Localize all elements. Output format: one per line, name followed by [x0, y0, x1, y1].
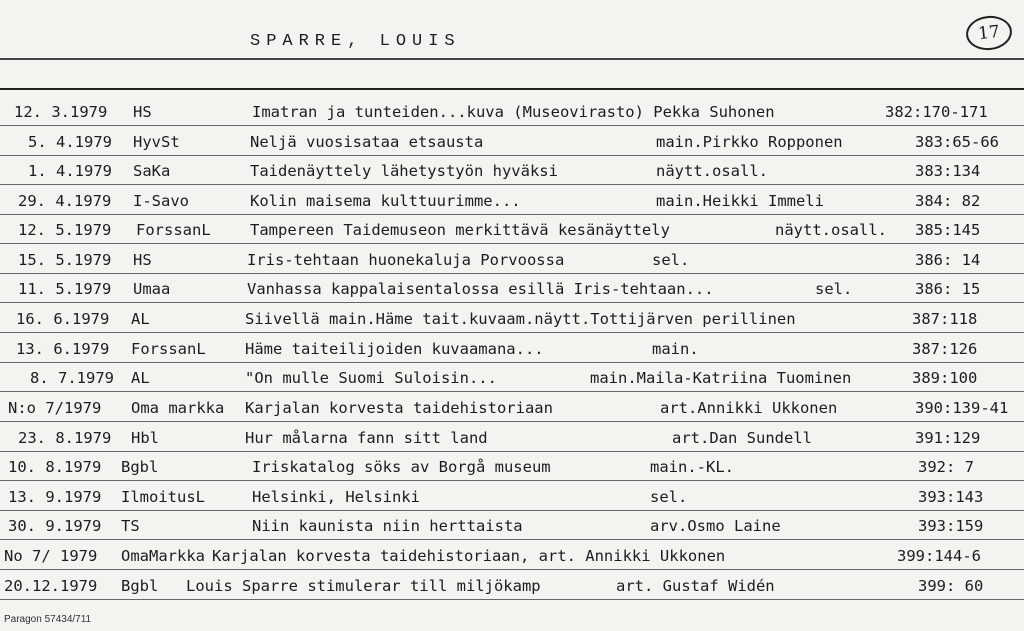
entry-title: Siivellä main.Häme tait.kuvaam.näytt.Tottijärven perillinen	[245, 309, 796, 328]
entry-source: Bgbl	[121, 457, 159, 476]
entry-date: 13. 6.1979	[16, 339, 110, 358]
entry-reference: 391:129	[915, 428, 981, 447]
entry-source: AL	[131, 368, 150, 387]
entry-row	[0, 510, 1024, 540]
entry-reference: 383:134	[915, 161, 981, 180]
entry-source: TS	[121, 516, 140, 535]
entry-note: sel.	[652, 250, 690, 269]
entry-row	[0, 214, 1024, 244]
entry-date: 13. 9.1979	[8, 487, 102, 506]
entry-row	[0, 244, 1024, 274]
entry-note: näytt.osall.	[656, 161, 768, 180]
entry-reference: 385:145	[915, 220, 981, 239]
entry-reference: 384: 82	[915, 191, 981, 210]
entry-date: N:o 7/1979	[8, 398, 102, 417]
entry-note: art.Dan Sundell	[672, 428, 812, 447]
entry-title: Louis Sparre stimulerar till miljökamp	[186, 576, 541, 595]
entry-note: main.-KL.	[650, 457, 734, 476]
entry-title: Häme taiteilijoiden kuvaamana...	[245, 339, 544, 358]
entry-row	[0, 155, 1024, 185]
entry-date: 12. 3.1979	[14, 102, 108, 121]
entry-source: I-Savo	[133, 191, 189, 210]
entry-source: Umaa	[133, 279, 171, 298]
entry-date: 16. 6.1979	[16, 309, 110, 328]
entry-title: Tampereen Taidemuseon merkittävä kesänäyttely	[250, 220, 670, 239]
entry-reference: 390:139-41	[915, 398, 1009, 417]
entry-source: Bgbl	[121, 576, 159, 595]
entry-row	[0, 570, 1024, 600]
entry-row	[0, 392, 1024, 422]
entry-source: IlmoitusL	[121, 487, 205, 506]
entry-source: OmaMarkka	[121, 546, 205, 565]
entry-date: 29. 4.1979	[18, 191, 112, 210]
entry-reference: 387:126	[912, 339, 978, 358]
entry-title: Helsinki, Helsinki	[252, 487, 420, 506]
entry-reference: 392: 7	[918, 457, 974, 476]
entry-title: Karjalan korvesta taidehistoriaan	[245, 398, 553, 417]
entry-note: art. Gustaf Widén	[616, 576, 775, 595]
entry-reference: 387:118	[912, 309, 978, 328]
entry-title: Neljä vuosisataa etsausta	[250, 132, 484, 151]
entry-row	[0, 185, 1024, 215]
entry-date: 8. 7.1979	[30, 368, 114, 387]
card-title: SPARRE, LOUIS	[250, 32, 461, 51]
entry-note: sel.	[650, 487, 688, 506]
entry-date: 15. 5.1979	[18, 250, 112, 269]
entry-source: HS	[133, 250, 152, 269]
entry-date: 30. 9.1979	[8, 516, 102, 535]
entry-date: 11. 5.1979	[18, 279, 112, 298]
entry-title: Hur målarna fann sitt land	[245, 428, 488, 447]
entry-date: No 7/ 1979	[4, 546, 98, 565]
entry-row	[0, 273, 1024, 303]
entry-date: 10. 8.1979	[8, 457, 102, 476]
header-rule	[0, 58, 1024, 60]
entry-row	[0, 451, 1024, 481]
entry-title: Iris-tehtaan huonekaluja Porvoossa	[247, 250, 565, 269]
page-number-circle	[964, 14, 1013, 53]
entry-note: sel.	[815, 279, 853, 298]
entry-note: main.	[652, 339, 699, 358]
entry-row	[0, 422, 1024, 452]
entry-date: 5. 4.1979	[28, 132, 112, 151]
entry-date: 23. 8.1979	[18, 428, 112, 447]
entry-source: HS	[133, 102, 152, 121]
entry-source: HyvSt	[133, 132, 180, 151]
entry-title: Kolin maisema kulttuurimme...	[250, 191, 521, 210]
entry-source: SaKa	[133, 161, 171, 180]
entry-title: Karjalan korvesta taidehistoriaan, art. Annikki Ukkonen	[212, 546, 726, 565]
entry-date: 12. 5.1979	[18, 220, 112, 239]
entry-source: Oma markka	[131, 398, 225, 417]
entry-reference: 399: 60	[918, 576, 984, 595]
entry-row	[0, 333, 1024, 363]
entry-note: main.Pirkko Ropponen	[656, 132, 843, 151]
entry-row	[0, 540, 1024, 570]
card-footer: Paragon 57434/711	[4, 614, 92, 625]
entry-reference: 393:143	[918, 487, 984, 506]
entry-date: 1. 4.1979	[28, 161, 112, 180]
entry-title: Niin kaunista niin herttaista	[252, 516, 523, 535]
entry-reference: 386: 15	[915, 279, 981, 298]
entry-note: art.Annikki Ukkonen	[660, 398, 838, 417]
row-rule	[0, 599, 1024, 600]
entry-reference: 386: 14	[915, 250, 981, 269]
entry-note: main.Heikki Immeli	[656, 191, 824, 210]
entry-reference: 389:100	[912, 368, 978, 387]
entry-title: "On mulle Suomi Suloisin...	[245, 368, 497, 387]
entry-source: ForssanL	[136, 220, 211, 239]
entry-reference: 393:159	[918, 516, 984, 535]
entry-note: näytt.osall.	[775, 220, 887, 239]
entry-title: Vanhassa kappalaisentalossa esillä Iris-tehtaan...	[247, 279, 714, 298]
entry-note: main.Maila-Katriina Tuominen	[590, 368, 852, 387]
entry-title: Iriskatalog söks av Borgå museum	[252, 457, 551, 476]
entry-row	[0, 303, 1024, 333]
entry-row	[0, 126, 1024, 156]
entry-date: 20.12.1979	[4, 576, 98, 595]
header-double-rule	[0, 88, 1024, 90]
entry-reference: 399:144-6	[897, 546, 981, 565]
entry-source: Hbl	[131, 428, 159, 447]
entry-title: Imatran ja tunteiden...kuva (Museovirasto) Pekka Suhonen	[252, 102, 775, 121]
entry-reference: 383:65-66	[915, 132, 999, 151]
entry-title: Taidenäyttely lähetystyön hyväksi	[250, 161, 558, 180]
entry-source: ForssanL	[131, 339, 206, 358]
entry-note: arv.Osmo Laine	[650, 516, 781, 535]
entry-row	[0, 481, 1024, 511]
entry-source: AL	[131, 309, 150, 328]
page-number: 17	[977, 21, 1001, 45]
entry-row	[0, 96, 1024, 126]
entry-row	[0, 362, 1024, 392]
entry-reference: 382:170-171	[885, 102, 988, 121]
